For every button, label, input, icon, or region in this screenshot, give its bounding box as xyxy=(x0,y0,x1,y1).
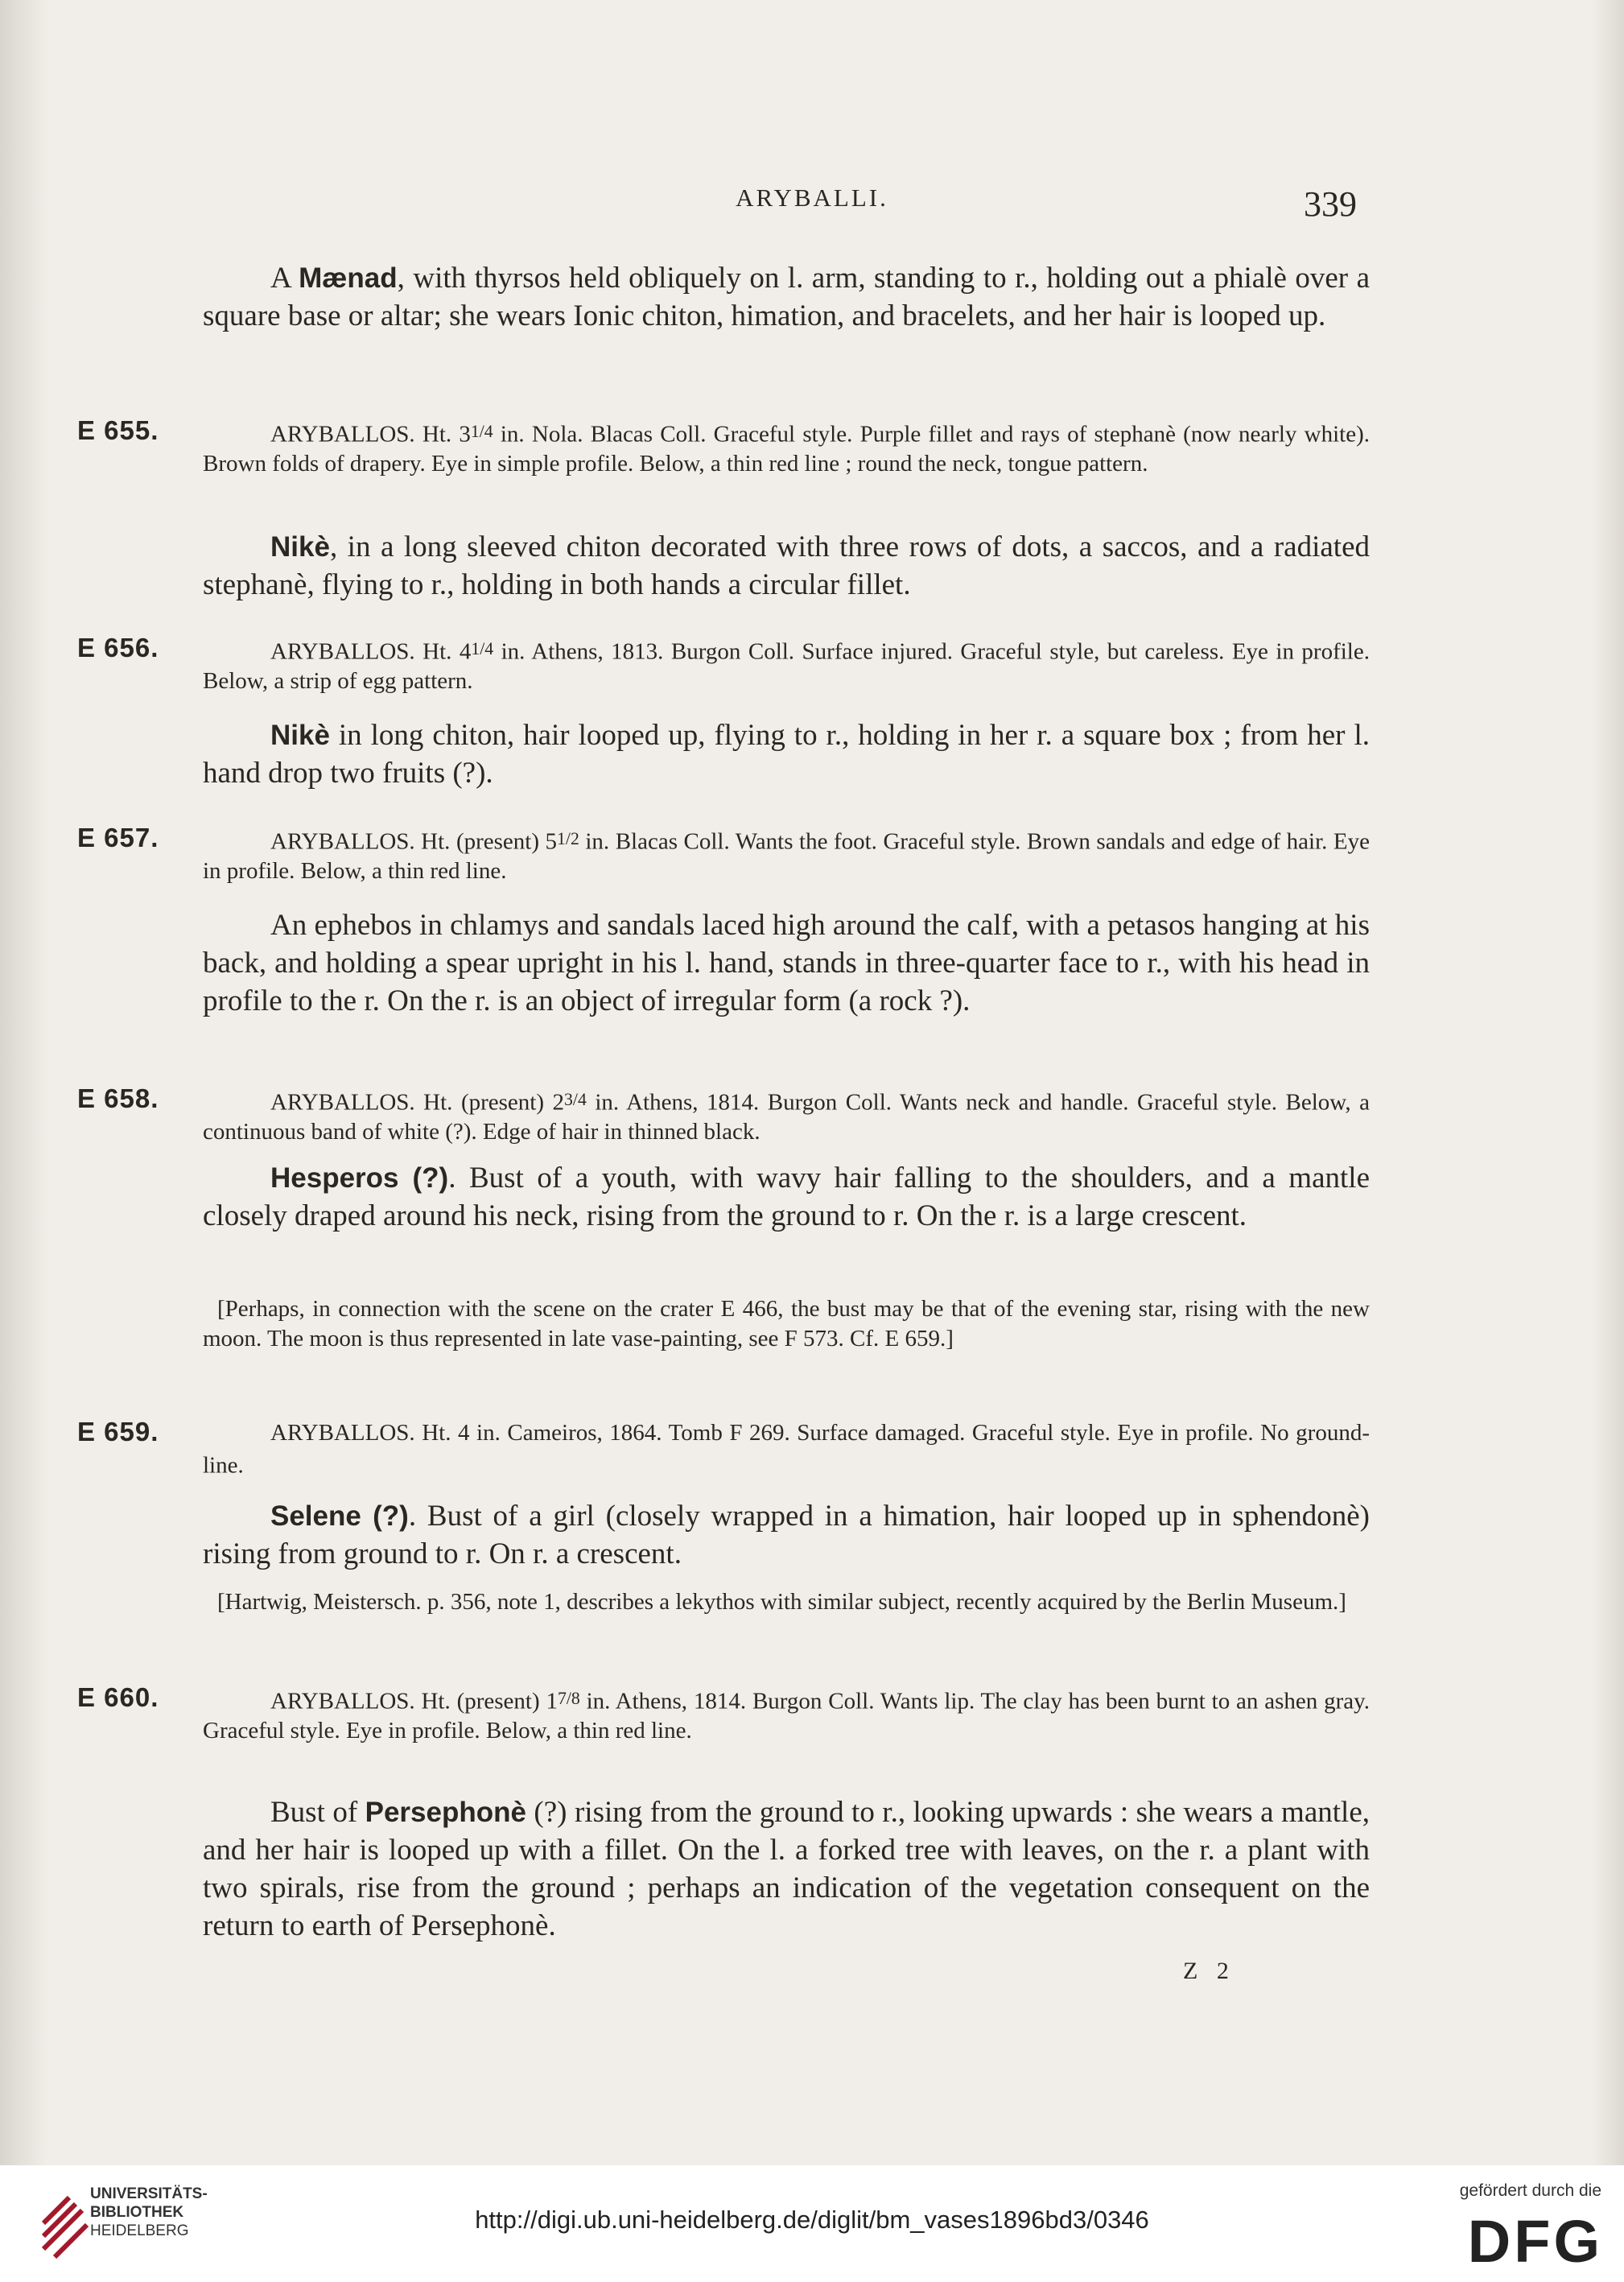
entry-description: Nikè, in a long sleeved chiton decorated with three rows of dots, a saccos, and a radiated stephanè, flying to r., holding in both hands a circular fillet. xyxy=(203,530,1370,601)
subject-name: Selene (?) xyxy=(270,1500,409,1532)
running-title: ARYBALLI. xyxy=(736,184,888,212)
entry-number: E 660. xyxy=(77,1682,159,1712)
intro-paragraph: A Mænad, with thyrsos held obliquely on l. arm, standing to r., holding out a phialè over a square base or altar; she wears Ionic chiton, himation, and bracelets, and her hair is looped up. xyxy=(203,262,1370,332)
catalog-entry: ARYBALLOS. Ht. (present) 51/2 in. Blacas Coll. Wants the foot. Graceful style. Brown sandals and edge of hair. Eye in profile. Below, a thin red line. xyxy=(203,828,1370,885)
entry-number: E 658. xyxy=(77,1083,159,1113)
subject-name: Hesperos (?) xyxy=(270,1162,449,1194)
entry-number: E 655. xyxy=(77,415,159,445)
catalog-entry: ARYBALLOS. Ht. (present) 17/8 in. Athens, 1814. Burgon Coll. Wants lip. The clay has been burnt to an ashen gray. Graceful style. Eye in profile. Below, a thin red line. xyxy=(203,1688,1370,1744)
catalog-entry: ARYBALLOS. Ht. 41/4 in. Athens, 1813. Burgon Coll. Surface injured. Graceful style, but careless. Eye in profile. Below, a strip of egg pattern. xyxy=(203,638,1370,695)
entry-description: Nikè in long chiton, hair looped up, flying to r., holding in her r. a square box ; from her l. hand drop two fruits (?). xyxy=(203,719,1370,790)
subject-name: Persephonè xyxy=(365,1797,526,1828)
catalog-entry: ARYBALLOS. Ht. 31/4 in. Nola. Blacas Coll. Graceful style. Purple fillet and rays of stephanè (now nearly white). Brown folds of drapery. Eye in simple profile. Below, a thin red line ; round the neck, tongue pattern. xyxy=(203,421,1370,477)
funded-by-label: gefördert durch die xyxy=(1459,2181,1601,2200)
entry-number: E 659. xyxy=(77,1417,159,1446)
signature-mark: Z 2 xyxy=(1183,1958,1235,1984)
subject-name: Mænad xyxy=(299,262,398,294)
page-number: 339 xyxy=(1304,184,1357,224)
subject-name: Nikè xyxy=(270,531,330,563)
entry-description: An ephebos in chlamys and sandals laced high around the calf, with a petasos hanging at his back, and holding a spear upright in his l. hand, stands in three-quarter face to r., with his head in profile to the r. On the r. is an object of irregular form (a rock ?). xyxy=(203,909,1370,1017)
dfg-logo: DFG xyxy=(1467,2208,1603,2275)
library-name: UNIVERSITÄTS- BIBLIOTHEK HEIDELBERG xyxy=(90,2185,208,2239)
catalog-entry: ARYBALLOS. Ht. (present) 23/4 in. Athens, 1814. Burgon Coll. Wants neck and handle. Graceful style. Below, a continuous band of white (?). Edge of hair in thinned black. xyxy=(203,1089,1370,1145)
entry-number: E 656. xyxy=(77,633,159,662)
editorial-note: [Perhaps, in connection with the scene on the crater E 466, the bust may be that of the evening star, rising with the new moon. The moon is thus represented in late vase-painting, see F 573. Cf. E 659.] xyxy=(203,1296,1370,1351)
entry-description: Bust of Persephonè (?) rising from the ground to r., looking upwards : she wears a mantle, and her hair is looped up with a fillet. On the l. a forked tree with leaves, on the r. a plant with two spirals, rise from the ground ; perhaps an indication of the vegetation consequent on the return to earth of Persephonè. xyxy=(203,1796,1370,1942)
entry-number: E 657. xyxy=(77,823,159,852)
catalog-entry: ARYBALLOS. Ht. 4 in. Cameiros, 1864. Tomb F 269. Surface damaged. Graceful style. Eye in profile. No ground-line. xyxy=(203,1420,1370,1479)
subject-name: Nikè xyxy=(270,720,330,751)
permalink[interactable]: http://digi.ub.uni-heidelberg.de/diglit/bm_vases1896bd3/0346 xyxy=(475,2206,1149,2234)
entry-description: Hesperos (?). Bust of a youth, with wavy hair falling to the shoulders, and a mantle closely draped around his neck, rising from the ground to r. On the r. is a large crescent. xyxy=(203,1162,1370,1232)
editorial-note: [Hartwig, Meistersch. p. 356, note 1, describes a lekythos with similar subject, recently acquired by the Berlin Museum.] xyxy=(217,1589,1346,1615)
entry-description: Selene (?). Bust of a girl (closely wrapped in a himation, hair looped up in sphendonè) rising from ground to r. On r. a crescent. xyxy=(203,1500,1370,1570)
viewer-footer xyxy=(0,2165,1624,2282)
